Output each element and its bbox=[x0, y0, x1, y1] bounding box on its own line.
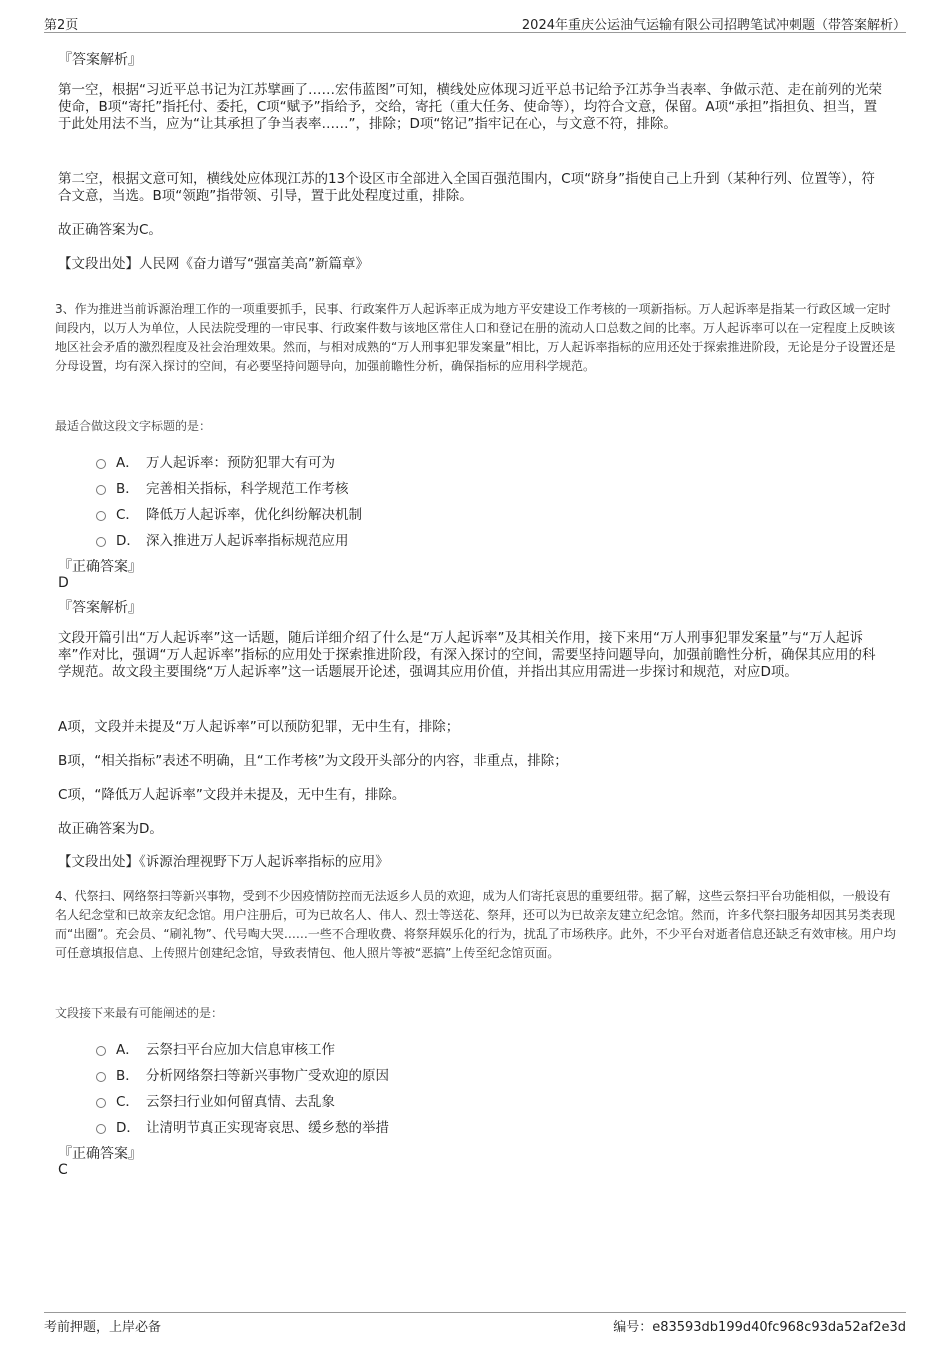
document-id: 编号：e83593db199d40fc968c93da52af2e3d bbox=[613, 1320, 906, 1335]
option-letter: A． bbox=[116, 1042, 139, 1058]
page-number: 第2页 bbox=[44, 18, 79, 33]
q3-answer-label: 『正确答案』 bbox=[58, 559, 142, 575]
q3-note-a: A项，文段并未提及“万人起诉率”可以预防犯罪，无中生有，排除； bbox=[58, 719, 460, 735]
q3-option-d[interactable] bbox=[96, 529, 349, 549]
q4-question-text: 4、代祭扫、网络祭扫等新兴事物，受到不少因疫情防控而无法返乡人员的欢迎，成为人们寄托哀思的重要纽带。据了解，这些云祭扫平台功能相似，一般设有名人纪念堂和已故亲友纪念馆。用户注册后，可为已故名人、伟人、烈士等送花、祭拜，还可以为已故亲友建立纪念馆。然而，许多代祭扫服务却因其另类表现而“出圈”。充会员、“刷礼物”、代号啕大哭……一些不合理收费、将祭拜娱乐化的行为，扰乱了市场秩序。此外，不少平台对逝者信息还缺乏有效审核。用户均可任意填报信息、上传照片创建纪念馆，导致表情包、他人照片等被“恶搞”上传至纪念馆页面。 bbox=[55, 889, 896, 960]
q3-option-c[interactable] bbox=[96, 503, 362, 523]
q4-option-d[interactable] bbox=[96, 1116, 389, 1136]
option-letter: B． bbox=[116, 1068, 139, 1084]
option-letter: C． bbox=[116, 1094, 139, 1110]
footer-slogan: 考前押题，上岸必备 bbox=[44, 1320, 162, 1335]
q2-source: 【文段出处】人民网《奋力谱写“强富美高”新篇章》 bbox=[58, 256, 369, 272]
option-letter: D． bbox=[116, 533, 140, 549]
q3-analysis-text: 文段开篇引出“万人起诉率”这一话题，随后详细介绍了什么是“万人起诉率”及其相关作用，接下来用“万人刑事犯罪发案量”与“万人起诉率”作对比，强调“万人起诉率”指标的应用处于探索推进阶段，有深入探讨的空间，需要坚持问题导向，加强前瞻性分析，确保其应用的科学规范。故文段主要围绕“万人起诉率”这一话题展开论述，强调其应用价值，并指出其应用需进一步探讨和规范，对应D项。 bbox=[58, 630, 876, 680]
q3-option-a[interactable] bbox=[96, 451, 335, 471]
radio-icon[interactable] bbox=[96, 537, 106, 547]
q3-option-b[interactable] bbox=[96, 477, 349, 497]
q2-conclusion: 故正确答案为C。 bbox=[58, 222, 162, 238]
radio-icon[interactable] bbox=[96, 1046, 106, 1056]
page-header bbox=[44, 10, 906, 33]
option-letter: A． bbox=[116, 455, 139, 471]
q3-source: 【文段出处】《诉源治理视野下万人起诉率指标的应用》 bbox=[58, 854, 389, 870]
option-text: 深入推进万人起诉率指标规范应用 bbox=[146, 533, 349, 549]
q3-note-c: C项，“降低万人起诉率”文段并未提及，无中生有，排除。 bbox=[58, 787, 406, 803]
option-letter: D． bbox=[116, 1120, 140, 1136]
option-text: 分析网络祭扫等新兴事物广受欢迎的原因 bbox=[146, 1068, 389, 1084]
radio-icon[interactable] bbox=[96, 459, 106, 469]
q3-note-b: B项，“相关指标”表述不明确，且“工作考核”为文段开头部分的内容，非重点，排除； bbox=[58, 753, 568, 769]
q3-analysis-label: 『答案解析』 bbox=[58, 600, 142, 616]
q3-question-text: 3、作为推进当前诉源治理工作的一项重要抓手，民事、行政案件万人起诉率正成为地方平安建设工作考核的一项新指标。万人起诉率是指某一行政区域一定时间段内，以万人为单位，人民法院受理的一审民事、行政案件数与该地区常住人口和登记在册的流动人口总数之间的比率。万人起诉率可以在一定程度上反映该地区社会矛盾的激烈程度及社会治理效果。然而，与相对成熟的“万人刑事犯罪发案量”相比，万人起诉率指标的应用还处于探索推进阶段，无论是分子设置还是分母设置，均有深入探讨的空间，有必要坚持问题导向，加强前瞻性分析，确保指标的应用科学规范。 bbox=[55, 302, 896, 373]
radio-icon[interactable] bbox=[96, 1124, 106, 1134]
option-text: 万人起诉率：预防犯罪大有可为 bbox=[146, 455, 335, 471]
document-title: 2024年重庆公运油气运输有限公司招聘笔试冲刺题（带答案解析） bbox=[521, 18, 906, 33]
option-text: 让清明节真正实现寄哀思、缓乡愁的举措 bbox=[146, 1120, 389, 1136]
q4-answer: C bbox=[58, 1162, 68, 1178]
q2-analysis-label: 『答案解析』 bbox=[58, 52, 142, 68]
page-footer bbox=[44, 1312, 906, 1337]
option-text: 云祭扫行业如何留真情、去乱象 bbox=[146, 1094, 335, 1110]
q3-prompt: 最适合做这段文字标题的是： bbox=[55, 419, 212, 433]
option-letter: C． bbox=[116, 507, 139, 523]
option-text: 完善相关指标，科学规范工作考核 bbox=[146, 481, 349, 497]
radio-icon[interactable] bbox=[96, 1072, 106, 1082]
option-letter: B． bbox=[116, 481, 139, 497]
q3-answer: D bbox=[58, 575, 69, 591]
radio-icon[interactable] bbox=[96, 1098, 106, 1108]
q4-option-b[interactable] bbox=[96, 1064, 389, 1084]
radio-icon[interactable] bbox=[96, 485, 106, 495]
q2-analysis-para2: 第二空，根据文意可知，横线处应体现江苏的13个设区市全部进入全国百强范围内，C项“跻身”指使自己上升到（某种行列、位置等），符合文意，当选。B项“领跑”指带领、引导，置于此处程度过重，排除。 bbox=[58, 171, 875, 204]
q3-conclusion: 故正确答案为D。 bbox=[58, 821, 163, 837]
option-text: 降低万人起诉率，优化纠纷解决机制 bbox=[146, 507, 362, 523]
q4-option-c[interactable] bbox=[96, 1090, 335, 1110]
q2-analysis-para1: 第一空，根据“习近平总书记为江苏擘画了……宏伟蓝图”可知，横线处应体现习近平总书记给予江苏争当表率、争做示范、走在前列的光荣使命，B项“寄托”指托付、委托，C项“赋予”指给予，交给，寄托（重大任务、使命等），均符合文意，保留。A项“承担”指担负、担当，置于此处用法不当，应为“让其承担了争当表率……”，排除；D项“铭记”指牢记在心，与文意不符，排除。 bbox=[58, 82, 882, 132]
option-text: 云祭扫平台应加大信息审核工作 bbox=[146, 1042, 335, 1058]
q4-option-a[interactable] bbox=[96, 1038, 335, 1058]
q4-prompt: 文段接下来最有可能阐述的是： bbox=[55, 1006, 224, 1020]
q4-answer-label: 『正确答案』 bbox=[58, 1146, 142, 1162]
radio-icon[interactable] bbox=[96, 511, 106, 521]
